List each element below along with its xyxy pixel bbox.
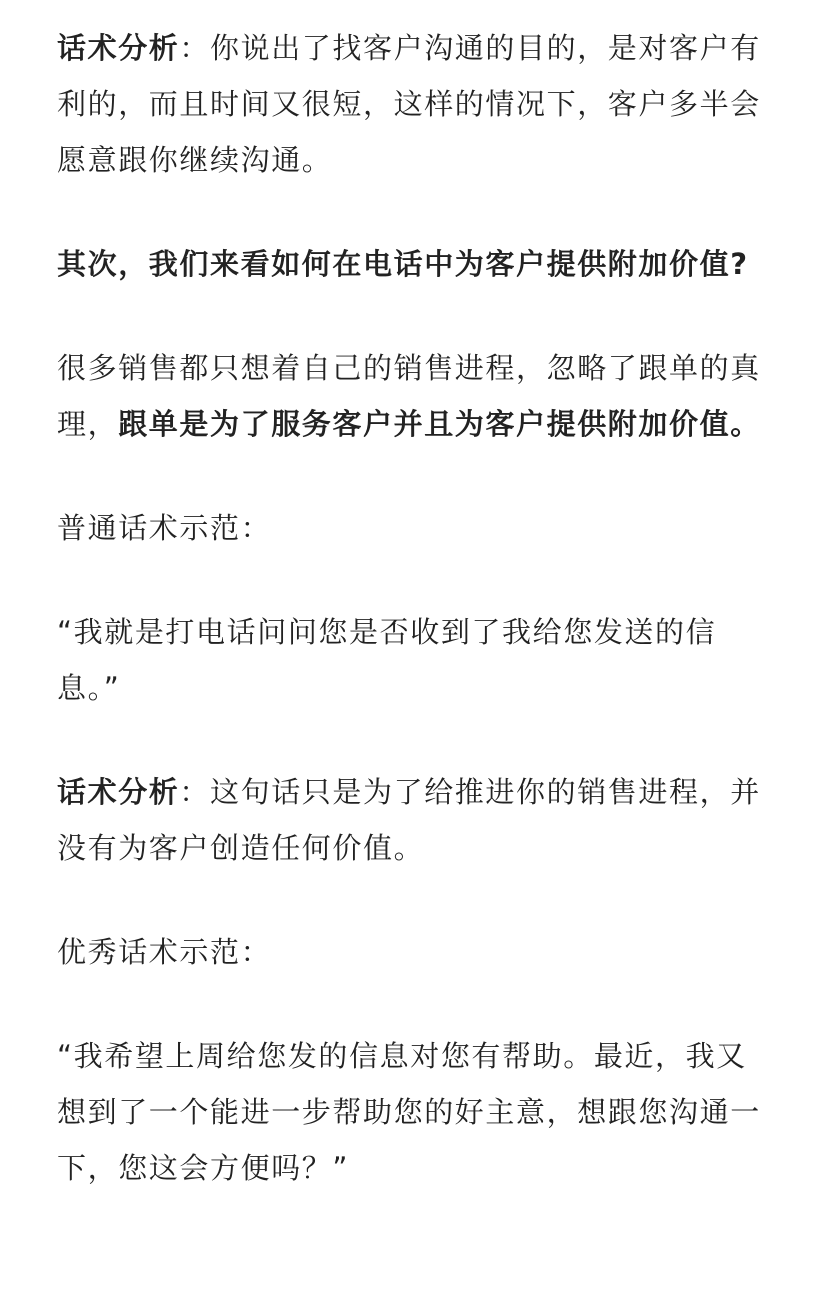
paragraph-analysis-1: [57, 20, 773, 188]
analysis-text: ：你说出了找客户沟通的目的，是对客户有利的，而且时间又很短，这样的情况下，客户多半会愿意跟你继续沟通。: [57, 31, 761, 177]
analysis-label: 话术分析: [57, 775, 180, 809]
analysis-label: 话术分析: [57, 31, 180, 65]
analysis-text: ：这句话只是为了给推进你的销售进程，并没有为客户创造任何价值。: [57, 775, 761, 865]
paragraph-text: 很多销售都只想着自己的销售进程，忽略了跟单的真理，: [57, 351, 761, 441]
paragraph-sales-process: [57, 340, 773, 452]
normal-script-label: 普通话术示范：: [57, 511, 272, 545]
paragraph-analysis-2: [57, 764, 773, 876]
normal-script-quote: “我就是打电话问问您是否收到了我给您发送的信息。”: [57, 615, 717, 705]
emphasis-text: 跟单是为了服务客户并且为客户提供附加价值。: [118, 407, 761, 441]
section-heading: 其次，我们来看如何在电话中为客户提供附加价值?: [57, 247, 749, 281]
excellent-script-label: 优秀话术示范：: [57, 935, 272, 969]
article-body: [57, 20, 773, 1196]
excellent-script-quote: “我希望上周给您发的信息对您有帮助。最近，我又想到了一个能进一步帮助您的好主意，想跟您沟通一下，您这会方便吗？”: [57, 1039, 761, 1185]
